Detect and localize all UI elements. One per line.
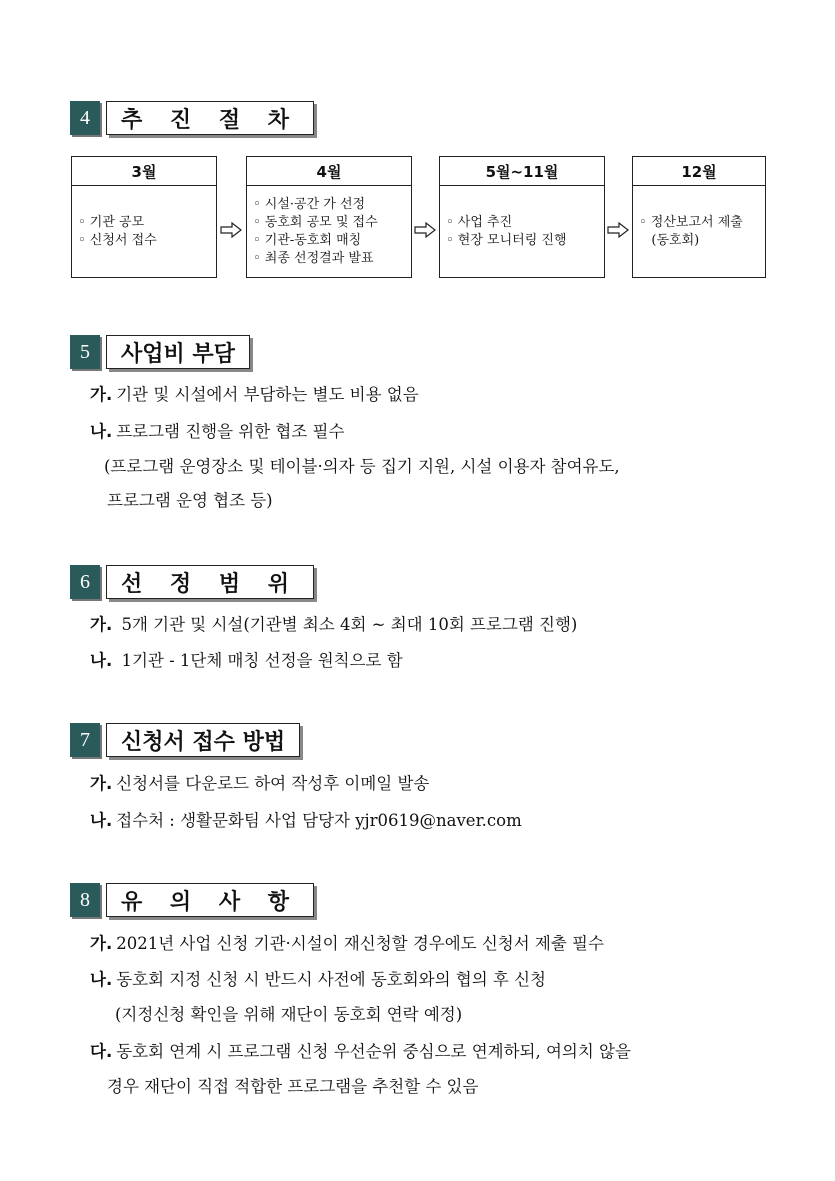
- list-item: [90, 773, 429, 795]
- step-item: ◦ 신청서 접수: [78, 232, 157, 248]
- section-number: 4: [70, 101, 100, 135]
- step-item: ◦ 최종 선정결과 발표: [253, 250, 374, 266]
- list-text: 접수처 : 생활문화팀 사업 담당자 yjr0619@naver.com: [116, 811, 522, 830]
- step-item: ◦ 사업 추진: [446, 214, 513, 230]
- procedure-step-3: [439, 156, 605, 278]
- section-title: 유 의 사 항: [106, 883, 314, 917]
- section-6-heading: [70, 565, 314, 599]
- list-marker: 다.: [90, 1042, 113, 1061]
- list-text: 기관 및 시설에서 부담하는 별도 비용 없음: [116, 385, 419, 404]
- section-title: 사업비 부담: [106, 335, 250, 369]
- step-item: ◦ 정산보고서 제출: [639, 214, 743, 230]
- list-marker: 가.: [90, 615, 113, 634]
- section-number: 6: [70, 565, 100, 599]
- list-text-continued: 경우 재단이 직접 적합한 프로그램을 추천할 수 있음: [107, 1077, 479, 1096]
- list-item: [90, 384, 419, 406]
- step-period: 12월: [633, 157, 765, 186]
- note-text: 프로그램 운영 협조 등): [107, 491, 273, 510]
- section-number: 8: [70, 883, 100, 917]
- procedure-step-1: [71, 156, 217, 278]
- step-item: ◦ 기관-동호회 매칭: [253, 232, 362, 248]
- section-8-heading: [70, 883, 314, 917]
- section-title: 신청서 접수 방법: [106, 723, 300, 757]
- procedure-step-2: [246, 156, 412, 278]
- list-item: [90, 969, 546, 991]
- section-number: 7: [70, 723, 100, 757]
- section-title: 추 진 절 차: [106, 101, 314, 135]
- step-period: 5월~11월: [440, 157, 604, 186]
- list-text: 프로그램 진행을 위한 협조 필수: [116, 422, 345, 441]
- step-period: 4월: [247, 157, 411, 186]
- note-text: (지정신청 확인을 위해 재단이 동호회 연락 예정): [115, 1005, 463, 1024]
- list-text: 2021년 사업 신청 기관·시설이 재신청할 경우에도 신청서 제출 필수: [116, 934, 604, 953]
- step-item: ◦ 시설·공간 가 선정: [253, 196, 366, 212]
- section-7-heading: [70, 723, 300, 757]
- arrow-right-icon: [220, 222, 242, 238]
- step-item: ◦ 기관 공모: [78, 214, 145, 230]
- list-marker: 나.: [90, 651, 113, 670]
- list-text: 신청서를 다운로드 하여 작성후 이메일 발송: [116, 774, 430, 793]
- section-5-heading: [70, 335, 250, 369]
- section-title: 선 정 범 위: [106, 565, 314, 599]
- procedure-step-4: [632, 156, 766, 278]
- step-item: (동호회): [639, 232, 700, 248]
- list-marker: 가.: [90, 774, 113, 793]
- list-item: [90, 614, 577, 636]
- step-item: ◦ 현장 모니터링 진행: [446, 232, 567, 248]
- section-4-heading: [70, 101, 314, 135]
- list-text: 동호회 지정 신청 시 반드시 사전에 동호회와의 협의 후 신청: [116, 970, 546, 989]
- section-number: 5: [70, 335, 100, 369]
- list-marker: 가.: [90, 385, 113, 404]
- list-item: [90, 1041, 631, 1063]
- list-marker: 나.: [90, 422, 113, 441]
- arrow-right-icon: [414, 222, 436, 238]
- step-item: ◦ 동호회 공모 및 접수: [253, 214, 378, 230]
- list-item: [90, 650, 403, 672]
- list-item: [90, 810, 522, 832]
- list-item: [90, 933, 604, 955]
- list-marker: 가.: [90, 934, 113, 953]
- list-item: [90, 421, 344, 443]
- note-text: (프로그램 운영장소 및 테이블·의자 등 집기 지원, 시설 이용자 참여유도,: [104, 457, 620, 476]
- list-text: 5개 기관 및 시설(기관별 최소 4회 ~ 최대 10회 프로그램 진행): [116, 615, 578, 634]
- step-period: 3월: [72, 157, 216, 186]
- arrow-right-icon: [607, 222, 629, 238]
- list-marker: 나.: [90, 970, 113, 989]
- list-text: 1기관 - 1단체 매칭 선정을 원칙으로 함: [116, 651, 403, 670]
- list-text: 동호회 연계 시 프로그램 신청 우선순위 중심으로 연계하되, 여의치 않을: [116, 1042, 631, 1061]
- list-marker: 나.: [90, 811, 113, 830]
